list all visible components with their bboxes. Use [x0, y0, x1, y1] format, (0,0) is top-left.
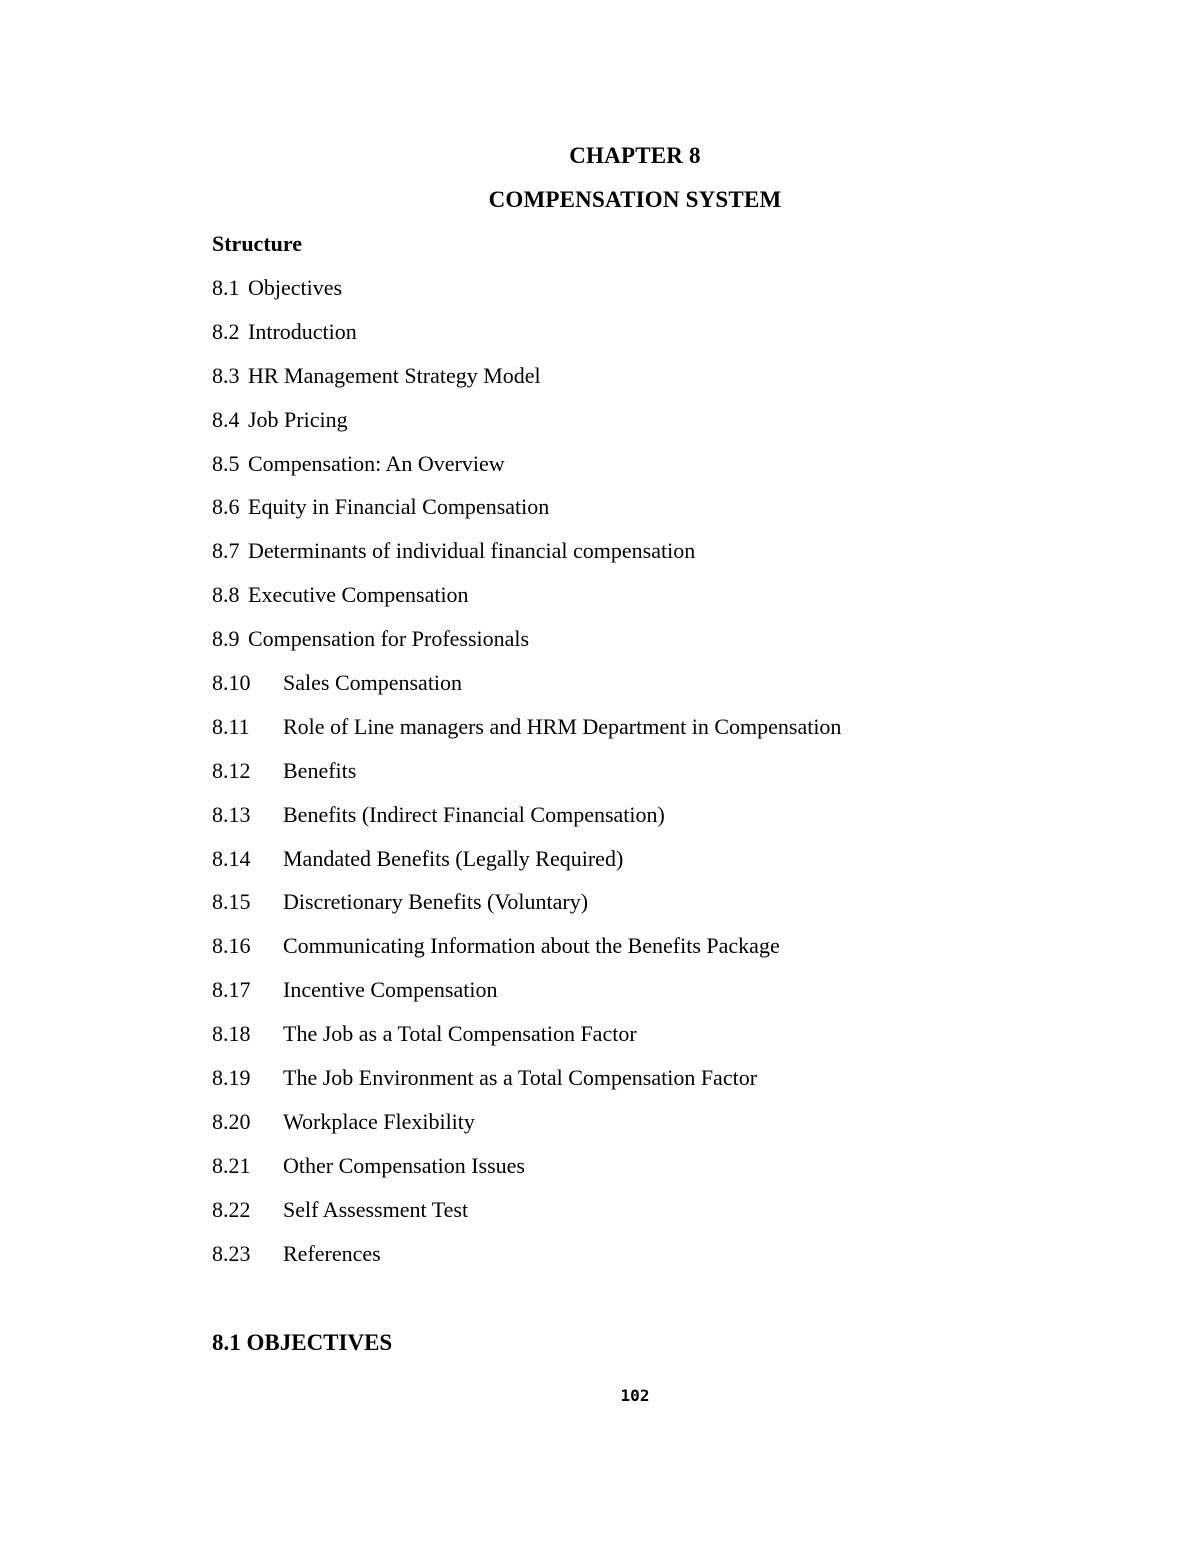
toc-item: [212, 889, 841, 933]
toc-item-title: The Job Environment as a Total Compensation Factor: [283, 1065, 758, 1091]
toc-item: [212, 1065, 841, 1109]
toc-item-title: Benefits: [283, 757, 357, 783]
toc-item-title: Communicating Information about the Benefits Package: [283, 933, 780, 959]
toc-item-number: 8.22: [212, 1196, 251, 1222]
toc-item-number: 8.3: [212, 362, 240, 388]
toc-item: [212, 319, 841, 363]
toc-item-title: Discretionary Benefits (Voluntary): [283, 889, 589, 915]
toc-item-number: 8.9: [212, 626, 240, 652]
toc-item-number: 8.5: [212, 450, 240, 476]
toc-item: [212, 538, 841, 582]
toc-item-title: Mandated Benefits (Legally Required): [283, 845, 624, 871]
toc-item-title: Sales Compensation: [283, 670, 463, 696]
toc-item: [212, 1241, 841, 1285]
toc-item-number: 8.11: [212, 713, 250, 739]
toc-item-title: Self Assessment Test: [283, 1196, 469, 1222]
toc-item-title: Objectives: [248, 275, 343, 300]
toc-item-number: 8.19: [212, 1065, 251, 1091]
toc-item: [212, 363, 841, 407]
toc-item: [212, 802, 841, 846]
toc-item: [212, 1021, 841, 1065]
toc-item-number: 8.4: [212, 406, 240, 432]
toc-item-number: 8.15: [212, 889, 251, 915]
toc-item-number: 8.23: [212, 1240, 251, 1266]
toc-item-title: Role of Line managers and HRM Department in Compensation: [283, 713, 842, 739]
toc-item: [212, 1153, 841, 1197]
toc-item: [212, 1109, 841, 1153]
toc-item: [212, 275, 841, 319]
toc-item-number: 8.13: [212, 801, 251, 827]
toc-item-number: 8.1: [212, 275, 240, 300]
toc-item-number: 8.17: [212, 977, 251, 1003]
toc-item-title: The Job as a Total Compensation Factor: [283, 1021, 637, 1047]
chapter-title: COMPENSATION SYSTEM: [488, 187, 782, 212]
toc-item-number: 8.20: [212, 1108, 251, 1134]
toc-item-title: Determinants of individual financial compensation: [248, 538, 696, 564]
toc-item-title: Executive Compensation: [248, 582, 469, 608]
toc-item-number: 8.18: [212, 1021, 251, 1047]
toc-item-title: HR Management Strategy Model: [248, 362, 541, 388]
table-of-contents: [212, 275, 841, 1284]
toc-item-title: Compensation: An Overview: [248, 450, 505, 476]
toc-item-title: Other Compensation Issues: [283, 1152, 525, 1178]
toc-item-title: Workplace Flexibility: [283, 1108, 475, 1134]
page-number: 102: [620, 1386, 650, 1405]
toc-item-title: Incentive Compensation: [283, 977, 498, 1003]
toc-item-number: 8.16: [212, 933, 251, 959]
toc-item: [212, 451, 841, 495]
toc-item-number: 8.14: [212, 845, 251, 871]
toc-item: [212, 626, 841, 670]
toc-item: [212, 714, 841, 758]
toc-item: [212, 977, 841, 1021]
toc-item-title: Compensation for Professionals: [248, 626, 530, 652]
toc-item-title: Introduction: [248, 318, 357, 344]
toc-item: [212, 670, 841, 714]
toc-item-number: 8.6: [212, 494, 240, 520]
toc-item-title: Equity in Financial Compensation: [248, 494, 550, 520]
toc-item-number: 8.21: [212, 1152, 251, 1178]
toc-item-number: 8.7: [212, 538, 240, 564]
toc-item: [212, 846, 841, 890]
toc-item: [212, 1197, 841, 1241]
section-heading: 8.1 OBJECTIVES: [212, 1330, 393, 1355]
toc-item-title: References: [283, 1240, 381, 1266]
toc-item-number: 8.8: [212, 582, 240, 608]
toc-item-title: Benefits (Indirect Financial Compensation): [283, 801, 665, 827]
toc-item-number: 8.2: [212, 318, 240, 344]
toc-item: [212, 494, 841, 538]
toc-item-title: Job Pricing: [248, 406, 348, 432]
toc-item: [212, 582, 841, 626]
chapter-number: CHAPTER 8: [569, 143, 701, 168]
toc-item-number: 8.10: [212, 670, 251, 696]
toc-item: [212, 933, 841, 977]
toc-item: [212, 758, 841, 802]
structure-label: Structure: [212, 231, 303, 256]
toc-item: [212, 407, 841, 451]
toc-item-number: 8.12: [212, 757, 251, 783]
